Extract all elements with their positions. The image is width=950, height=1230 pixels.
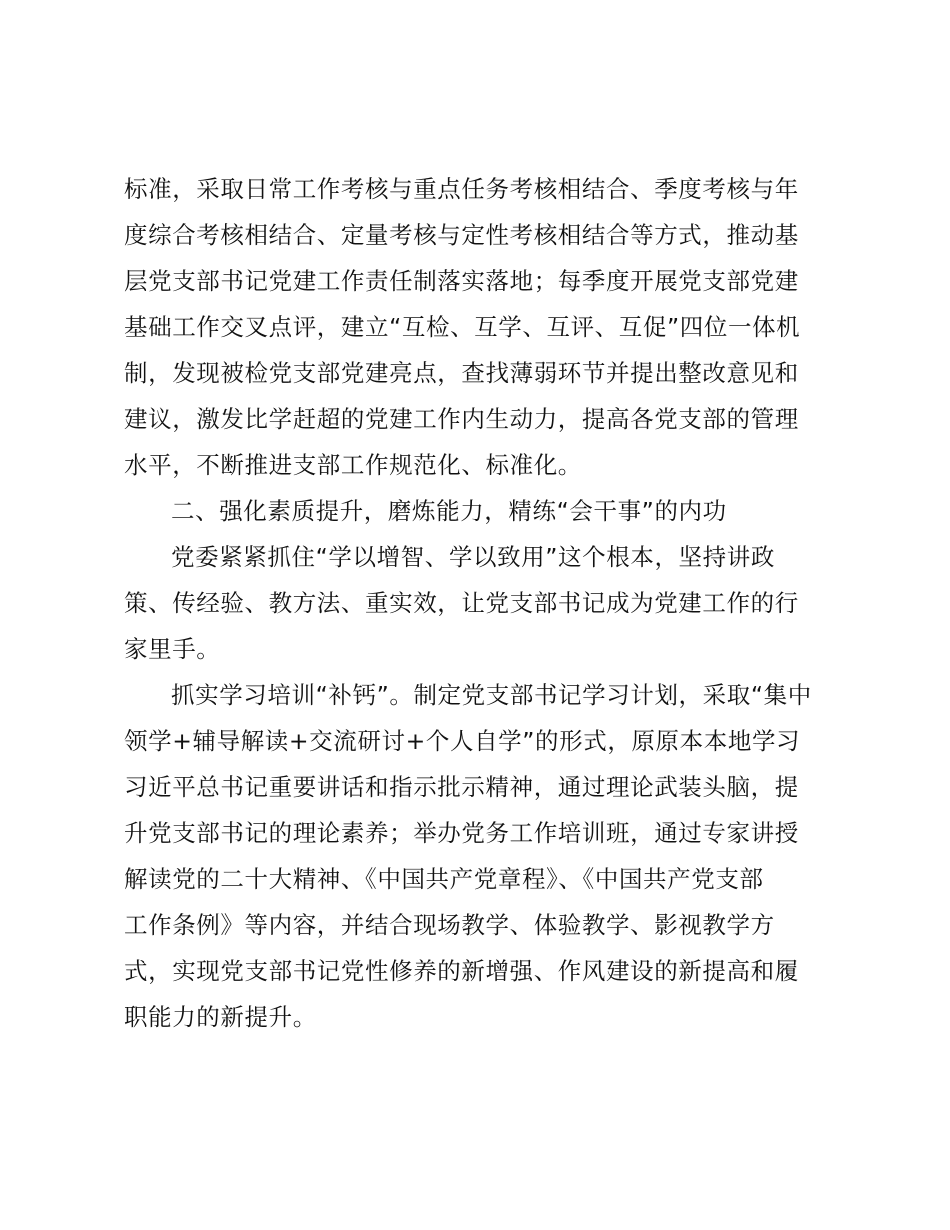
text-line: 度综合考核相结合、定量考核与定性考核相结合等方式，推动基 <box>124 221 799 249</box>
text-line: 建议，激发比学赶超的党建工作内生动力，提高各党支部的管理 <box>124 405 799 433</box>
text-line: 党委紧紧抓住“学以增智、学以致用”这个根本，坚持讲政 <box>171 543 775 571</box>
text-line: 工作条例》等内容，并结合现场教学、体验教学、影视教学方 <box>124 911 775 939</box>
text-line: 领学+辅导解读+交流研讨+个人自学”的形式，原原本本地学习 <box>124 727 801 755</box>
text-line: 基础工作交叉点评，建立“互检、互学、互评、互促”四位一体机 <box>124 313 801 341</box>
text-line: 水平，不断推进支部工作规范化、标准化。 <box>124 451 582 479</box>
text-line: 职能力的新提升。 <box>124 1003 317 1031</box>
text-line: 升党支部书记的理论素养；举办党务工作培训班，通过专家讲授 <box>124 819 799 847</box>
text-line: 标准，采取日常工作考核与重点任务考核相结合、季度考核与年 <box>124 175 799 203</box>
text-line: 式，实现党支部书记党性修养的新增强、作风建设的新提高和履 <box>124 957 799 985</box>
text-line: 抓实学习培训“补钙”。制定党支部书记学习计划，采取“集中 <box>171 681 812 709</box>
text-line: 制，发现被检党支部党建亮点，查找薄弱环节并提出整改意见和 <box>124 359 799 387</box>
text-line: 策、传经验、教方法、重实效，让党支部书记成为党建工作的行 <box>124 589 799 617</box>
text-line: 家里手。 <box>124 635 221 663</box>
text-line: 习近平总书记重要讲话和指示批示精神，通过理论武装头脑，提 <box>124 773 799 801</box>
text-line: 层党支部书记党建工作责任制落实落地；每季度开展党支部党建 <box>124 267 799 295</box>
text-line: 解读党的二十大精神、《中国共产党章程》、《中国共产党支部 <box>124 865 764 893</box>
section-heading: 二、强化素质提升，磨炼能力，精练“会干事”的内功 <box>171 497 727 525</box>
